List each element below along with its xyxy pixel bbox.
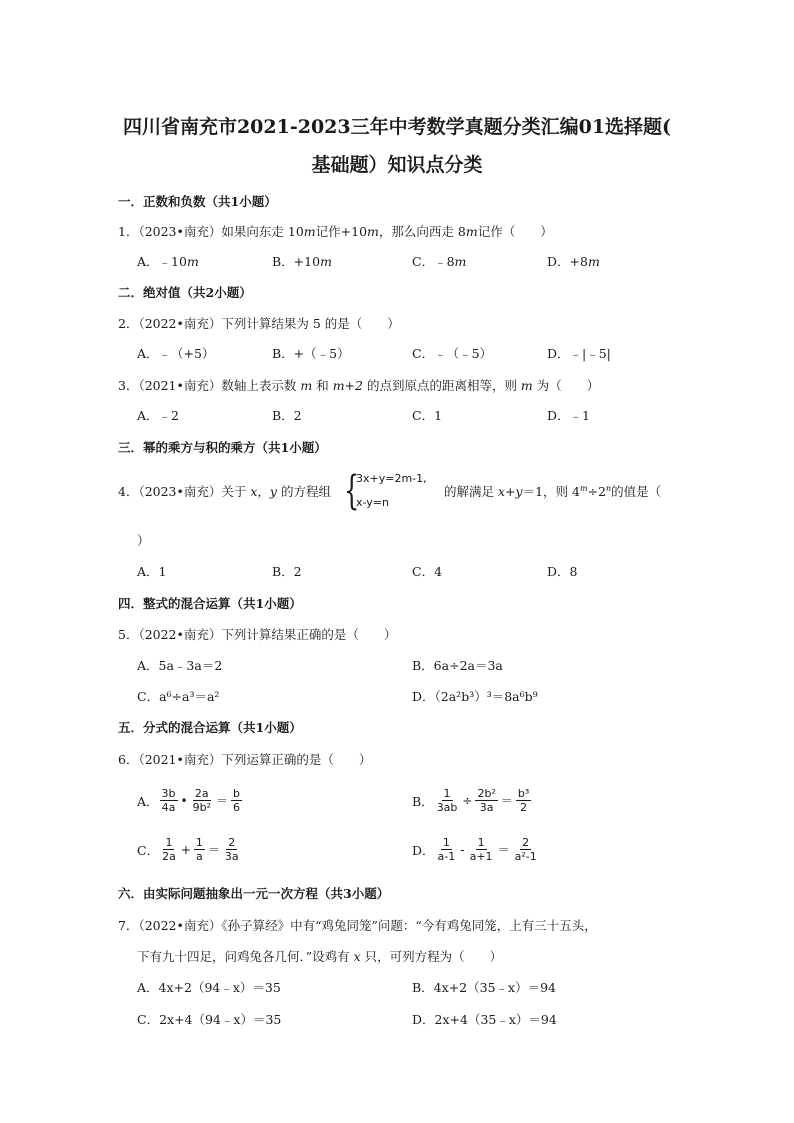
fraction: $\frac{\text{b³}}{2}$ — [517, 787, 530, 814]
question-7-stem-line2: 下有九十四足，问鸡兔各几何．”设鸡有 x 只，可列方程为（ ） — [137, 949, 503, 964]
q1-stem-part: 记作+10 — [315, 224, 368, 239]
q5-option-c: C．a⁶÷a³＝a² — [137, 689, 220, 704]
q7-option-a: A．4x+2（94﹣x）＝35 — [137, 980, 281, 995]
q1-option-d: D．+8m — [547, 254, 600, 269]
document-title-line2: 基础题）知识点分类 — [311, 154, 483, 176]
section-heading-4: 四．整式的混合运算（共1小题） — [118, 596, 302, 611]
section-heading-1: 一．正数和负数（共1小题） — [118, 194, 277, 209]
q4-option-a: A．1 — [137, 564, 167, 579]
question-4-stem-right: 的解满足 x+y＝1，则 $4^m\div 2^n$的值是（ — [444, 483, 662, 499]
q6-option-c: C． $\frac{1}{2a}$ + $\frac{1}{a}$ ＝ $\frac{2}{3a}$ — [137, 836, 239, 863]
fraction: $\frac{1}{a+1}$ — [469, 836, 493, 863]
q2-option-c: C．﹣（﹣5） — [412, 346, 493, 361]
question-3-stem: 3．（2021•南充）数轴上表示数 m 和 m+2 的点到原点的距离相等，则 m 为（ ） — [118, 378, 600, 393]
fraction: $\frac{1}{3ab}$ — [436, 787, 458, 814]
question-5-stem: 5．（2022•南充）下列计算结果正确的是（ ） — [118, 627, 397, 642]
q1-option-c: C．﹣8m — [412, 254, 467, 269]
q2-option-b: B．+（﹣5） — [272, 346, 350, 361]
q5-option-a: A．5a﹣3a＝2 — [137, 658, 223, 673]
q1-stem-part: ，那么向西走 8 — [378, 224, 466, 239]
question-4-close-paren: ） — [137, 533, 150, 548]
equation-1: 3x+y=2m-1, — [356, 472, 427, 485]
q1-var: m — [303, 224, 316, 239]
question-6-stem: 6．（2021•南充）下列运算正确的是（ ） — [118, 752, 372, 767]
q7-option-c: C．2x+4（94﹣x）＝35 — [137, 1012, 282, 1027]
q4-option-d: D．8 — [547, 564, 578, 579]
q2-option-a: A．﹣（+5） — [137, 346, 215, 361]
q5-option-b: B．6a÷2a＝3a — [412, 658, 503, 673]
fraction: $\frac{2}{\text{a²-1}}$ — [514, 836, 537, 863]
fraction: $\frac{3b}{4a}$ — [161, 787, 176, 814]
q1-stem-part: 记作（ ） — [477, 224, 553, 239]
q1-var: m — [465, 224, 478, 239]
brace-icon: { — [344, 468, 360, 514]
section-heading-3: 三．幂的乘方与积的乘方（共1小题） — [118, 440, 327, 455]
question-7-stem-line1: 7．（2022•南充）《孙子算经》中有“鸡兔同笼”问题：“今有鸡兔同笼，上有三十五头， — [118, 918, 597, 933]
q3-option-b: B．2 — [272, 408, 302, 423]
q4-option-c: C．4 — [412, 564, 443, 579]
q1-option-a: A．﹣10m — [137, 254, 199, 269]
fraction: $\frac{1}{2a}$ — [162, 836, 176, 863]
fraction: $\frac{2a}{\text{9b²}}$ — [192, 787, 211, 814]
q6-option-a: A． $\frac{3b}{4a}$ • $\frac{2a}{\text{9b²}}$ ＝ $\frac{b}{6}$ — [137, 787, 240, 814]
document-title-line1: 四川省南充市2021-2023三年中考数学真题分类汇编01选择题( — [122, 116, 672, 138]
q4-option-b: B．2 — [272, 564, 302, 579]
q1-option-b: B．+10m — [272, 254, 332, 269]
q7-option-d: D．2x+4（35﹣x）＝94 — [412, 1012, 557, 1027]
q5-option-d: D．（2a²b³）³＝8a⁶b⁹ — [412, 689, 538, 704]
fraction: $\frac{1}{a}$ — [195, 836, 203, 863]
q6-option-d: D． $\frac{1}{a-1}$ - $\frac{1}{a+1}$ ＝ $\frac{2}{\text{a²-1}}$ — [412, 836, 537, 863]
q1-stem-part: 1．（2023•南充）如果向东走 10 — [118, 224, 304, 239]
section-heading-2: 二．绝对值（共2小题） — [118, 285, 252, 300]
q3-option-c: C．1 — [412, 408, 443, 423]
section-heading-5: 五．分式的混合运算（共1小题） — [118, 720, 302, 735]
question-4-stem-left: 4．（2023•南充）关于 x，y 的方程组 — [118, 484, 331, 499]
fraction: $\frac{2}{3a}$ — [224, 836, 239, 863]
fraction: $\frac{\text{2b²}}{3a}$ — [477, 787, 496, 814]
q3-option-a: A．﹣2 — [137, 408, 179, 423]
q3-option-d: D．﹣1 — [547, 408, 590, 423]
question-2-stem: 2．（2022•南充）下列计算结果为 5 的是（ ） — [118, 316, 400, 331]
q1-var: m — [367, 224, 379, 239]
equation-2: x-y=n — [356, 496, 389, 509]
fraction: $\frac{b}{6}$ — [233, 787, 240, 814]
question-1-stem — [118, 222, 553, 240]
section-heading-6: 六．由实际问题抽象出一元一次方程（共3小题） — [118, 886, 390, 901]
q7-option-b: B．4x+2（35﹣x）＝94 — [412, 980, 556, 995]
q2-option-d: D．﹣|﹣5| — [547, 346, 611, 361]
fraction: $\frac{1}{a-1}$ — [437, 836, 456, 863]
q6-option-b: B． $\frac{1}{3ab}$ ÷ $\frac{\text{2b²}}{3a}$ ＝ $\frac{\text{b³}}{2}$ — [412, 787, 530, 814]
